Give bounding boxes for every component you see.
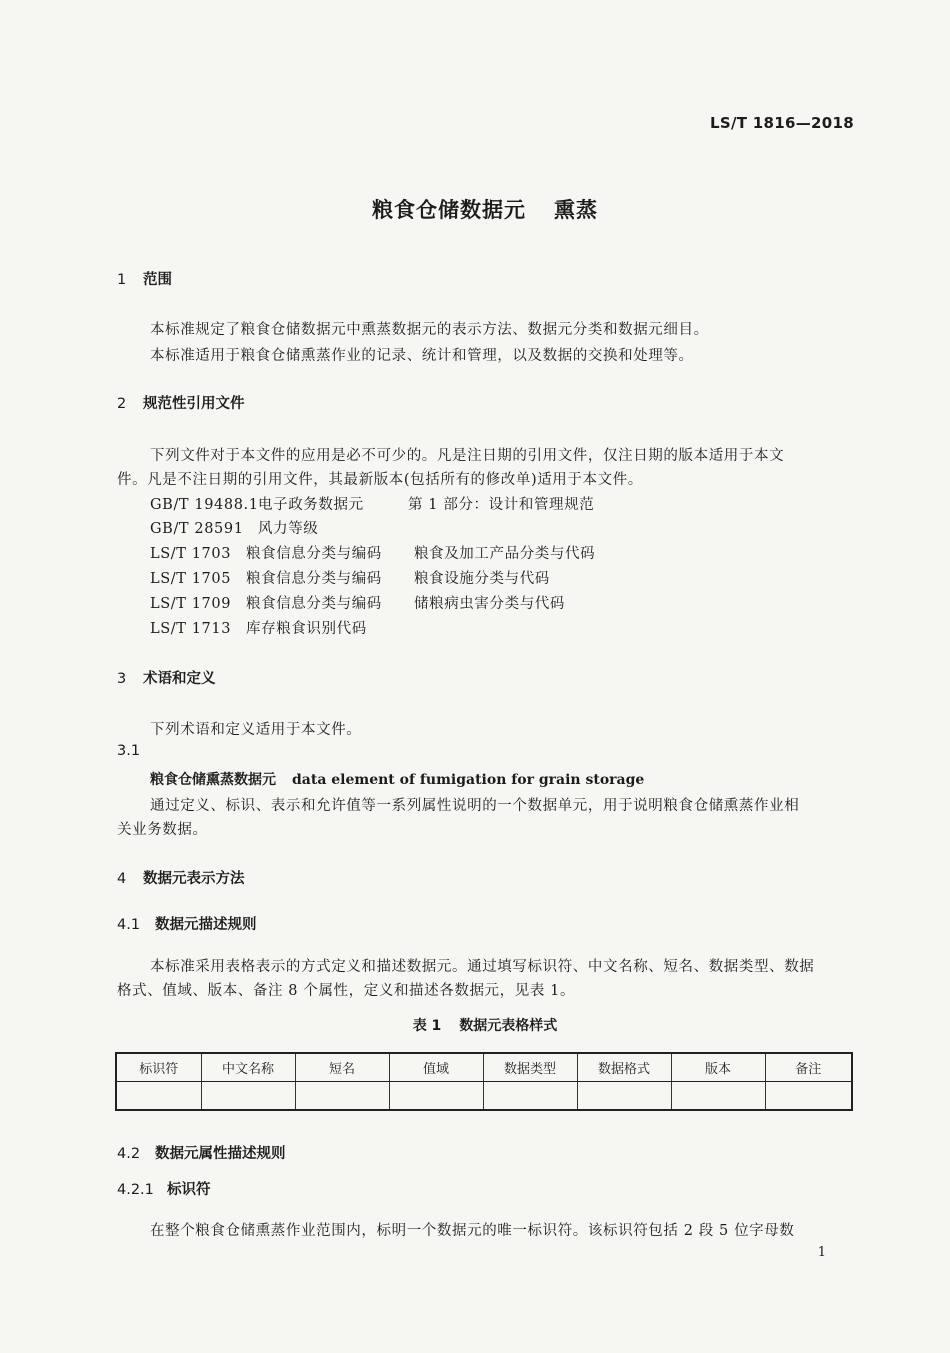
- table-cell: [116, 1082, 201, 1111]
- standard-number: LS/T 1816—2018: [710, 114, 854, 132]
- reference-title: 粮食信息分类与编码: [246, 571, 382, 587]
- reference-subtitle: 粮食设施分类与代码: [414, 571, 550, 587]
- title-sub: 熏蒸: [554, 198, 598, 222]
- reference-code: LS/T 1713: [150, 621, 232, 637]
- table-cell: [577, 1082, 671, 1111]
- table-number: 表 1: [412, 1018, 442, 1034]
- table-header-cell: 数据格式: [577, 1053, 671, 1082]
- paragraph: 本标准采用表格表示的方式定义和描述数据元。通过填写标识符、中文名称、短名、数据类型、数据: [150, 959, 815, 975]
- reference-code: LS/T 1705: [150, 571, 232, 587]
- paragraph: 件。凡是不注日期的引用文件，其最新版本(包括所有的修改单)适用于本文件。: [117, 472, 643, 488]
- term-chinese: 粮食仓储熏蒸数据元: [150, 772, 276, 788]
- section-number: 2: [117, 396, 127, 412]
- subsection-number: 4.1: [117, 917, 141, 933]
- paragraph: 关业务数据。: [117, 822, 208, 838]
- reference-title: 粮食信息分类与编码: [246, 546, 382, 562]
- subsection-title: 数据元属性描述规则: [155, 1146, 286, 1162]
- table-header-cell: 备注: [765, 1053, 852, 1082]
- reference-item: [150, 617, 367, 638]
- paragraph: 在整个粮食仓储熏蒸作业范围内，标明一个数据元的唯一标识符。该标识符包括 2 段 5 位字母数: [150, 1223, 795, 1239]
- table-title: 数据元表格样式: [459, 1018, 558, 1034]
- section-title: 数据元表示方法: [143, 871, 245, 887]
- subsection-4-2-heading: [117, 1142, 286, 1163]
- section-number: 3: [117, 671, 127, 687]
- term-english: data element of fumigation for grain storage: [292, 772, 645, 788]
- reference-item: [150, 567, 550, 588]
- table-cell: [201, 1082, 295, 1111]
- term-entry: [150, 769, 644, 789]
- paragraph: 下列文件对于本文件的应用是必不可少的。凡是注日期的引用文件，仅注日期的版本适用于本文: [150, 448, 785, 464]
- reference-item: [150, 493, 594, 514]
- table-row: [116, 1082, 852, 1111]
- table-header-row: [116, 1053, 852, 1082]
- section-title: 术语和定义: [143, 671, 216, 687]
- reference-code: LS/T 1703: [150, 546, 232, 562]
- paragraph: 通过定义、标识、表示和允许值等一系列属性说明的一个数据单元，用于说明粮食仓储熏蒸作业相: [150, 798, 800, 814]
- table-cell: [295, 1082, 389, 1111]
- data-element-format-table: [115, 1052, 853, 1111]
- table-cell: [483, 1082, 577, 1111]
- reference-subtitle: 粮食及加工产品分类与代码: [414, 546, 596, 562]
- reference-item: [150, 517, 318, 538]
- paragraph: 下列术语和定义适用于本文件。: [150, 722, 362, 738]
- table-header-cell: 短名: [295, 1053, 389, 1082]
- reference-title: 库存粮食识别代码: [246, 621, 367, 637]
- subsection-number: 4.2.1: [117, 1182, 154, 1198]
- reference-title: 粮食信息分类与编码: [246, 596, 382, 612]
- section-number: 1: [117, 272, 127, 288]
- paragraph: 本标准规定了粮食仓储数据元中熏蒸数据元的表示方法、数据元分类和数据元细目。: [150, 322, 709, 338]
- subsection-number: 4.2: [117, 1146, 141, 1162]
- section-1-heading: [117, 268, 172, 289]
- table-caption: [0, 1015, 950, 1035]
- subsection-4-1-heading: [117, 913, 257, 934]
- table-cell: [765, 1082, 852, 1111]
- section-2-heading: [117, 392, 245, 413]
- reference-item: [150, 542, 595, 563]
- section-4-heading: [117, 867, 245, 888]
- section-3-heading: [117, 667, 216, 688]
- subsection-title: 标识符: [167, 1182, 211, 1198]
- document-title: [0, 194, 950, 224]
- section-title: 范围: [143, 272, 172, 288]
- table-cell: [671, 1082, 765, 1111]
- page-number: 1: [817, 1245, 826, 1260]
- reference-code: GB/T 19488.1: [150, 497, 259, 513]
- section-title: 规范性引用文件: [143, 396, 245, 412]
- table-header-cell: 中文名称: [201, 1053, 295, 1082]
- reference-code: GB/T 28591: [150, 521, 244, 537]
- subsection-title: 数据元描述规则: [155, 917, 257, 933]
- reference-title: 电子政务数据元: [258, 497, 364, 513]
- table-cell: [389, 1082, 483, 1111]
- paragraph: 格式、值域、版本、备注 8 个属性，定义和描述各数据元，见表 1。: [117, 983, 576, 999]
- subsection-number: 3.1: [117, 743, 141, 759]
- title-main: 粮食仓储数据元: [372, 198, 526, 222]
- subsection-4-2-1-heading: [117, 1178, 211, 1199]
- table-header-cell: 标识符: [116, 1053, 201, 1082]
- section-number: 4: [117, 871, 127, 887]
- reference-code: LS/T 1709: [150, 596, 232, 612]
- table-header-cell: 数据类型: [483, 1053, 577, 1082]
- table-header-cell: 版本: [671, 1053, 765, 1082]
- reference-subtitle: 第 1 部分：设计和管理规范: [408, 497, 595, 513]
- reference-subtitle: 储粮病虫害分类与代码: [414, 596, 565, 612]
- reference-item: [150, 592, 565, 613]
- reference-title: 风力等级: [258, 521, 319, 537]
- table-header-cell: 值域: [389, 1053, 483, 1082]
- paragraph: 本标准适用于粮食仓储熏蒸作业的记录、统计和管理，以及数据的交换和处理等。: [150, 348, 694, 364]
